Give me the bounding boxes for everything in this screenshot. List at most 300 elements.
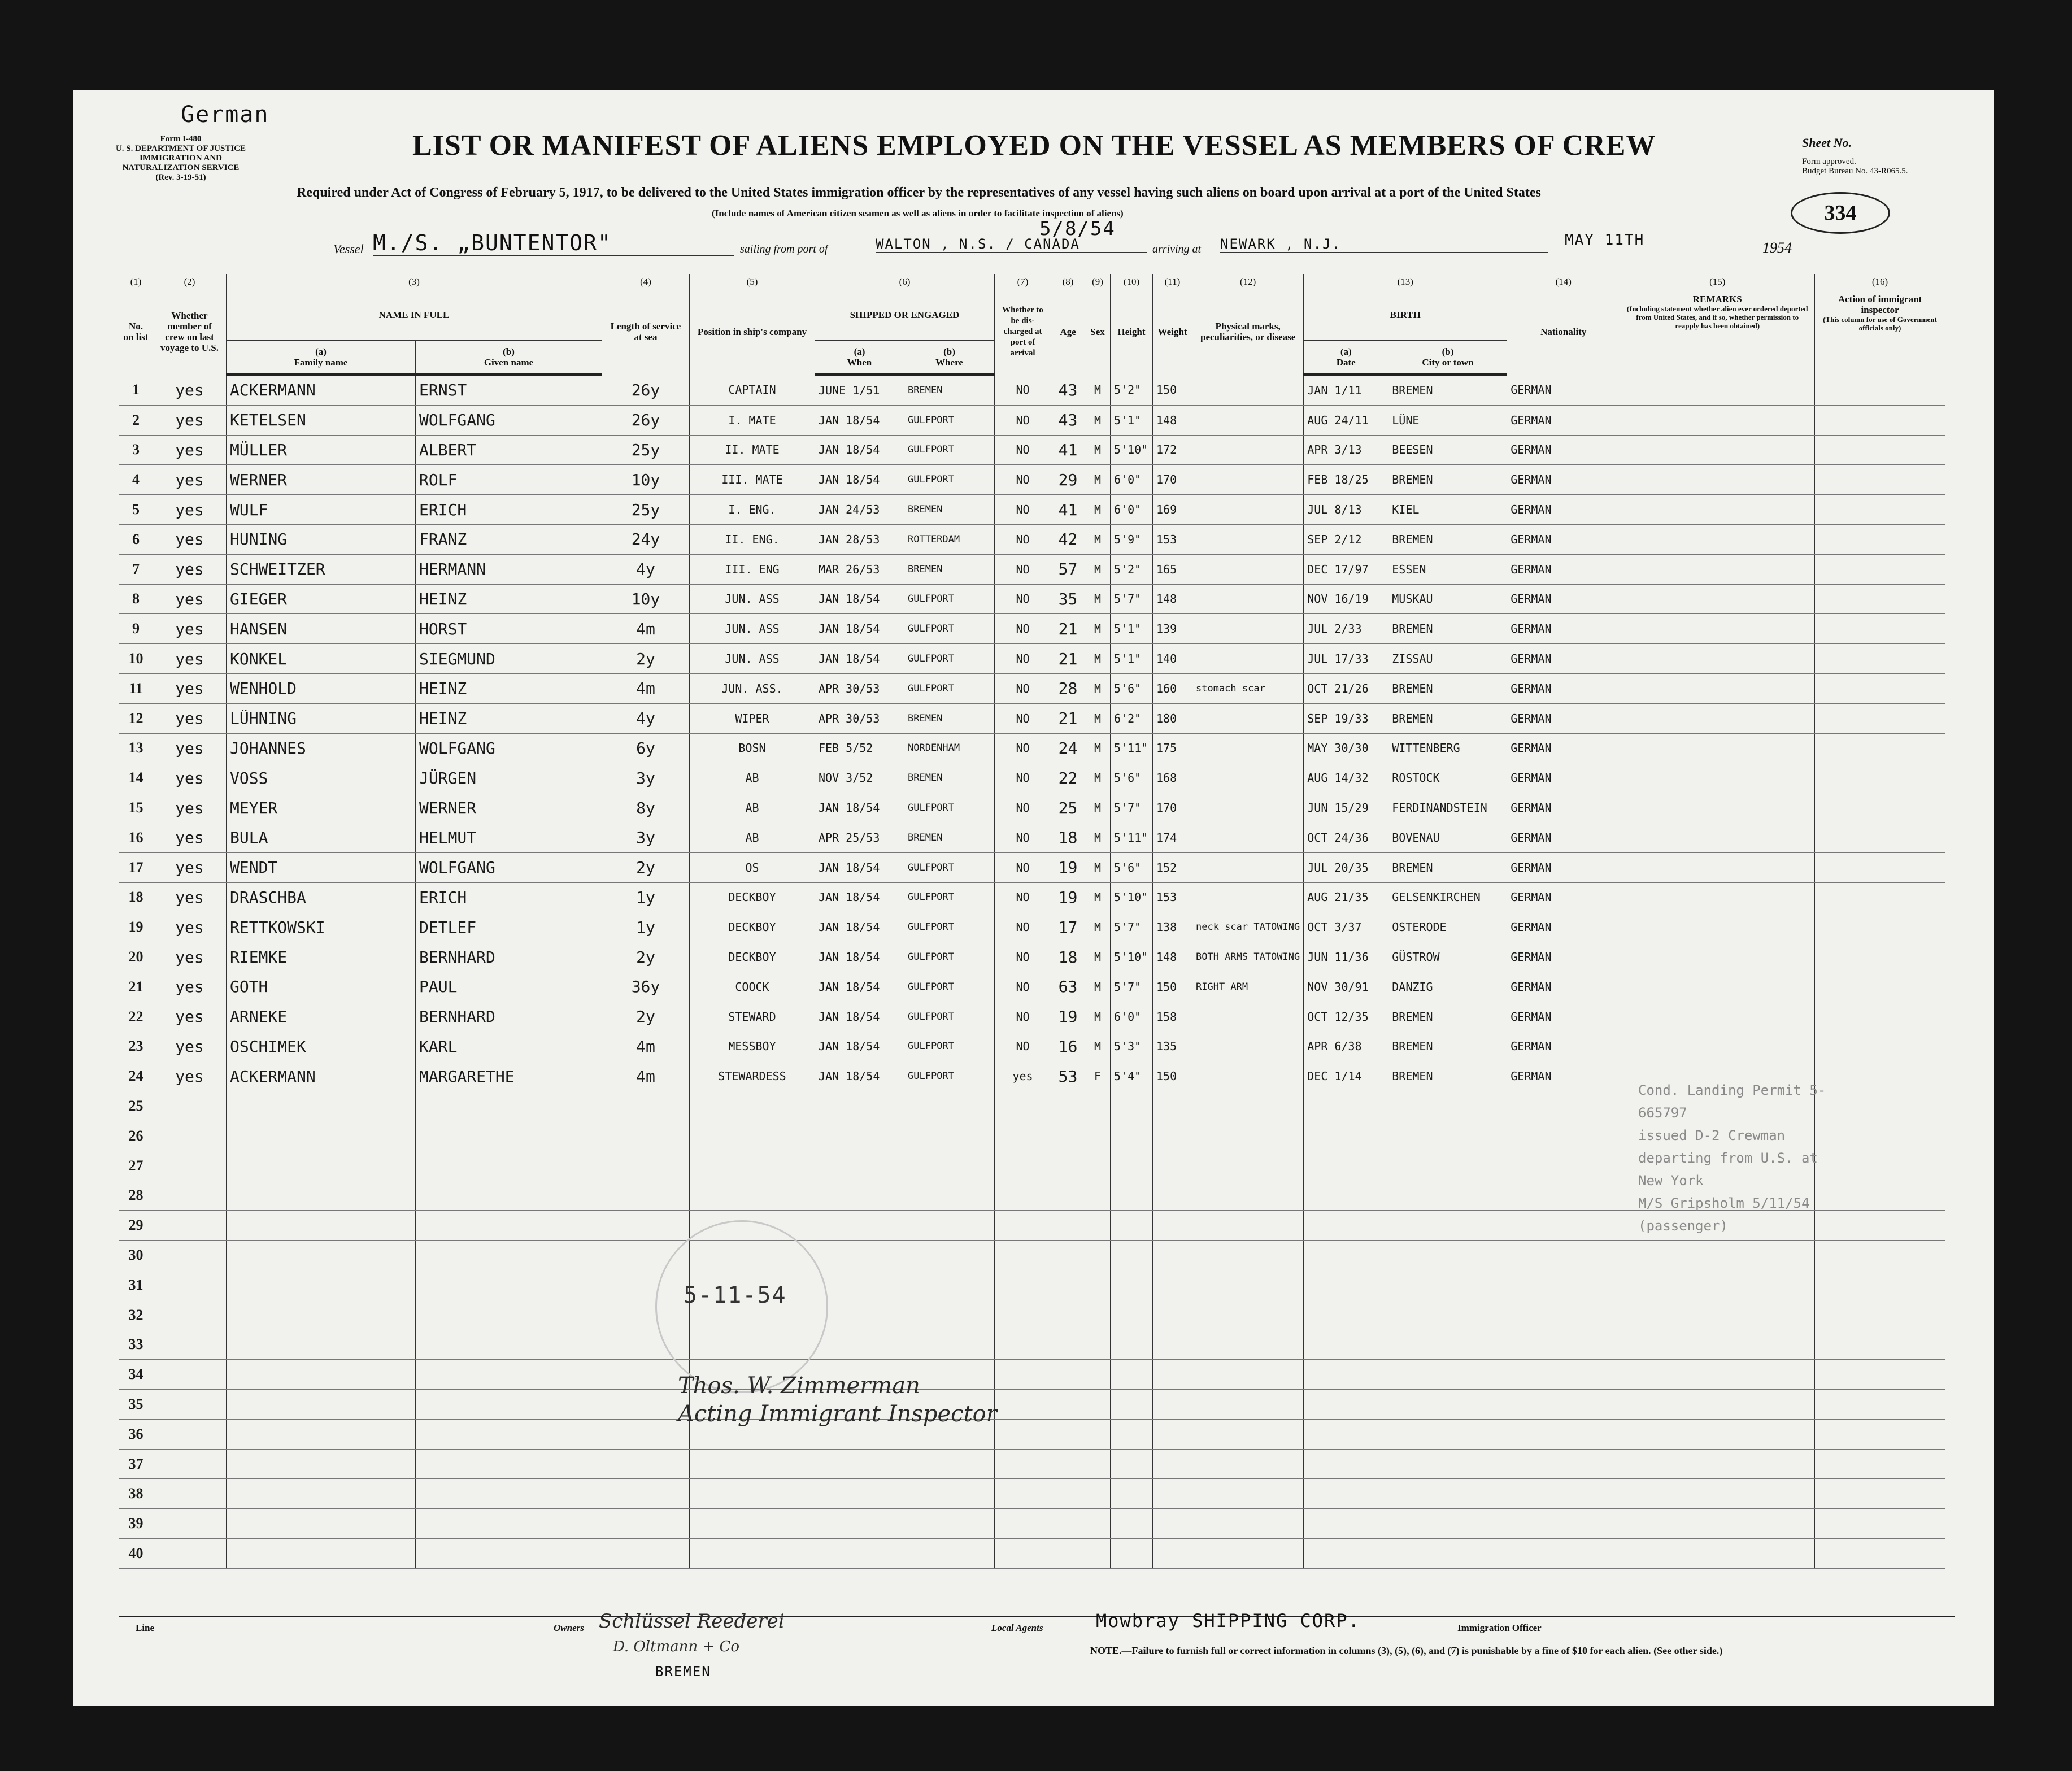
remarks-cell xyxy=(1620,1449,1815,1479)
birth-date: APR 3/13 xyxy=(1304,435,1388,465)
given-name xyxy=(416,1419,602,1449)
action-cell xyxy=(1815,1330,1945,1360)
action-cell xyxy=(1815,435,1945,465)
physical-marks xyxy=(1192,1241,1304,1270)
physical-marks xyxy=(1192,1479,1304,1509)
header-birth-date xyxy=(1304,341,1388,375)
age xyxy=(1051,1390,1085,1420)
family-name xyxy=(227,1091,416,1121)
col-num: (8) xyxy=(1051,274,1085,289)
remarks-cell xyxy=(1620,524,1815,554)
required-statement: Required under Act of Congress of February 5, 1917, to be delivered to the United States immigration officer by the representatives of any vessel having such aliens on board upon arrival at a port of the United States xyxy=(297,185,1541,200)
header-family-name xyxy=(227,341,416,375)
sex: M xyxy=(1085,614,1111,644)
position: DECKBOY xyxy=(690,882,815,912)
sex xyxy=(1085,1151,1111,1181)
nationality xyxy=(1507,1300,1620,1330)
row-number: 20 xyxy=(119,942,153,972)
row-number: 30 xyxy=(119,1241,153,1270)
nationality: GERMAN xyxy=(1507,524,1620,554)
birth-date: JUL 8/13 xyxy=(1304,495,1388,525)
family-name xyxy=(227,1270,416,1300)
sex xyxy=(1085,1091,1111,1121)
table-row xyxy=(119,912,1945,942)
height: 5'1" xyxy=(1111,644,1153,674)
sex xyxy=(1085,1539,1111,1569)
footer-agents-label: Local Agents xyxy=(991,1622,1043,1633)
discharged: NO xyxy=(995,375,1051,405)
age: 16 xyxy=(1051,1032,1085,1061)
action-cell xyxy=(1815,1002,1945,1032)
nationality xyxy=(1507,1419,1620,1449)
given-name: ERNST xyxy=(416,375,602,405)
header-weight: Weight xyxy=(1153,289,1192,375)
shipped-where: GULFPORT xyxy=(904,972,995,1002)
age: 57 xyxy=(1051,554,1085,584)
position xyxy=(690,1151,815,1181)
shipped-when xyxy=(815,1121,904,1151)
height xyxy=(1111,1211,1153,1241)
table-row xyxy=(119,852,1945,882)
discharged: NO xyxy=(995,554,1051,584)
sex xyxy=(1085,1360,1111,1390)
length-service: 8y xyxy=(602,793,690,823)
height: 5'1" xyxy=(1111,405,1153,435)
row-number: 16 xyxy=(119,823,153,852)
nationality: GERMAN xyxy=(1507,1061,1620,1091)
family-name xyxy=(227,1181,416,1211)
birth-city: BREMEN xyxy=(1388,1061,1507,1091)
row-number: 4 xyxy=(119,465,153,495)
row-number: 29 xyxy=(119,1211,153,1241)
nationality: GERMAN xyxy=(1507,465,1620,495)
birth-city: BREMEN xyxy=(1388,1032,1507,1061)
remarks-cell xyxy=(1620,405,1815,435)
height: 5'6" xyxy=(1111,763,1153,793)
birth-city: ZISSAU xyxy=(1388,644,1507,674)
birth-city: BREMEN xyxy=(1388,614,1507,644)
remarks-cell xyxy=(1620,882,1815,912)
sub-b: (b) xyxy=(503,346,515,357)
arriving-label: arriving at xyxy=(1152,243,1202,255)
table-row xyxy=(119,942,1945,972)
physical-marks xyxy=(1192,495,1304,525)
handwritten-annotation: German xyxy=(181,102,269,128)
birth-city: BEESEN xyxy=(1388,435,1507,465)
table-row xyxy=(119,1479,1945,1509)
member-last-voyage: yes xyxy=(153,495,227,525)
height xyxy=(1111,1419,1153,1449)
year: 1954 xyxy=(1762,240,1792,256)
action-cell xyxy=(1815,495,1945,525)
height xyxy=(1111,1241,1153,1270)
member-last-voyage: yes xyxy=(153,524,227,554)
discharged: NO xyxy=(995,942,1051,972)
age: 21 xyxy=(1051,703,1085,733)
family-name: HUNING xyxy=(227,524,416,554)
discharged xyxy=(995,1449,1051,1479)
footer-line-label: Line xyxy=(136,1622,155,1633)
row-number: 36 xyxy=(119,1419,153,1449)
member-last-voyage: yes xyxy=(153,793,227,823)
member-last-voyage xyxy=(153,1419,227,1449)
remarks-cell xyxy=(1620,1032,1815,1061)
shipped-where: GULFPORT xyxy=(904,912,995,942)
length-service: 4m xyxy=(602,673,690,703)
birth-city: FERDINANDSTEIN xyxy=(1388,793,1507,823)
family-name: GIEGER xyxy=(227,584,416,614)
discharged: NO xyxy=(995,852,1051,882)
discharged xyxy=(995,1330,1051,1360)
remarks-cell xyxy=(1620,495,1815,525)
age xyxy=(1051,1479,1085,1509)
sailing-from: WALTON , N.S. / CANADA xyxy=(876,236,1147,253)
nationality xyxy=(1507,1211,1620,1241)
weight xyxy=(1153,1449,1192,1479)
length-service xyxy=(602,1390,690,1420)
sex: M xyxy=(1085,673,1111,703)
sub-b: (b) xyxy=(1442,346,1454,357)
discharged: NO xyxy=(995,644,1051,674)
height: 5'10" xyxy=(1111,942,1153,972)
date-annotation: 5/8/54 xyxy=(1039,217,1116,240)
weight: 139 xyxy=(1153,614,1192,644)
length-service: 3y xyxy=(602,763,690,793)
row-number: 9 xyxy=(119,614,153,644)
birth-date xyxy=(1304,1390,1388,1420)
height: 6'0" xyxy=(1111,1002,1153,1032)
shipped-when: JAN 18/54 xyxy=(815,465,904,495)
shipped-when: JAN 18/54 xyxy=(815,644,904,674)
shipped-when xyxy=(815,1151,904,1181)
birth-date xyxy=(1304,1479,1388,1509)
age: 43 xyxy=(1051,375,1085,405)
age: 35 xyxy=(1051,584,1085,614)
physical-marks xyxy=(1192,1539,1304,1569)
shipped-where: GULFPORT xyxy=(904,1032,995,1061)
remarks-line: Cond. Landing Permit 5-665797 xyxy=(1638,1082,1826,1121)
row-number: 33 xyxy=(119,1330,153,1360)
family-name: WERNER xyxy=(227,465,416,495)
discharged xyxy=(995,1419,1051,1449)
member-last-voyage: yes xyxy=(153,375,227,405)
action-cell xyxy=(1815,1509,1945,1539)
nationality: GERMAN xyxy=(1507,1002,1620,1032)
position: II. MATE xyxy=(690,435,815,465)
height: 5'7" xyxy=(1111,972,1153,1002)
birth-date: JUL 20/35 xyxy=(1304,852,1388,882)
shipped-when: JAN 18/54 xyxy=(815,435,904,465)
position xyxy=(690,1121,815,1151)
birth-city xyxy=(1388,1121,1507,1151)
remarks-cell xyxy=(1620,733,1815,763)
member-last-voyage xyxy=(153,1091,227,1121)
nationality xyxy=(1507,1151,1620,1181)
action-cell xyxy=(1815,1390,1945,1420)
birth-date xyxy=(1304,1449,1388,1479)
discharged xyxy=(995,1360,1051,1390)
height xyxy=(1111,1509,1153,1539)
position: III. ENG xyxy=(690,554,815,584)
shipped-when xyxy=(815,1270,904,1300)
table-row xyxy=(119,614,1945,644)
arriving-at: NEWARK , N.J. xyxy=(1220,236,1548,253)
sex xyxy=(1085,1449,1111,1479)
table-row xyxy=(119,1330,1945,1360)
age xyxy=(1051,1151,1085,1181)
discharged: NO xyxy=(995,912,1051,942)
weight xyxy=(1153,1121,1192,1151)
age xyxy=(1051,1330,1085,1360)
physical-marks xyxy=(1192,524,1304,554)
sub-b: (b) xyxy=(943,346,955,357)
weight xyxy=(1153,1270,1192,1300)
col-num: (13) xyxy=(1304,274,1507,289)
given-name: ALBERT xyxy=(416,435,602,465)
shipped-when: JAN 18/54 xyxy=(815,1061,904,1091)
birth-date: APR 6/38 xyxy=(1304,1032,1388,1061)
shipped-when: FEB 5/52 xyxy=(815,733,904,763)
shipped-where: GULFPORT xyxy=(904,882,995,912)
birth-date: SEP 2/12 xyxy=(1304,524,1388,554)
footer-rule xyxy=(119,1616,1955,1617)
nationality: GERMAN xyxy=(1507,673,1620,703)
height: 5'7" xyxy=(1111,912,1153,942)
nationality xyxy=(1507,1509,1620,1539)
family-name: ACKERMANN xyxy=(227,375,416,405)
birth-date: SEP 19/33 xyxy=(1304,703,1388,733)
sex: M xyxy=(1085,852,1111,882)
family-name xyxy=(227,1330,416,1360)
weight xyxy=(1153,1330,1192,1360)
column-header-row xyxy=(119,289,1945,341)
action-cell xyxy=(1815,1241,1945,1270)
given-name xyxy=(416,1181,602,1211)
row-number: 23 xyxy=(119,1032,153,1061)
birth-date: AUG 24/11 xyxy=(1304,405,1388,435)
sex: M xyxy=(1085,912,1111,942)
nationality: GERMAN xyxy=(1507,733,1620,763)
table-row xyxy=(119,405,1945,435)
shipped-where: BREMEN xyxy=(904,495,995,525)
weight: 148 xyxy=(1153,405,1192,435)
action-cell xyxy=(1815,554,1945,584)
action-cell xyxy=(1815,673,1945,703)
sex xyxy=(1085,1121,1111,1151)
table-row xyxy=(119,1509,1945,1539)
remarks-cell xyxy=(1620,912,1815,942)
shipped-when: APR 30/53 xyxy=(815,673,904,703)
length-service: 4m xyxy=(602,1032,690,1061)
table-row xyxy=(119,554,1945,584)
shipped-when: JAN 18/54 xyxy=(815,912,904,942)
remarks-cell xyxy=(1620,465,1815,495)
remarks-cell xyxy=(1620,435,1815,465)
discharged xyxy=(995,1390,1051,1420)
position: WIPER xyxy=(690,703,815,733)
discharged: NO xyxy=(995,495,1051,525)
birth-city xyxy=(1388,1330,1507,1360)
member-last-voyage: yes xyxy=(153,882,227,912)
action-cell xyxy=(1815,972,1945,1002)
table-row xyxy=(119,1360,1945,1390)
physical-marks xyxy=(1192,703,1304,733)
nationality: GERMAN xyxy=(1507,823,1620,852)
action-cell xyxy=(1815,375,1945,405)
family-name: HANSEN xyxy=(227,614,416,644)
physical-marks xyxy=(1192,1419,1304,1449)
height: 5'6" xyxy=(1111,852,1153,882)
header-length-service: Length of service at sea xyxy=(602,289,690,375)
nationality: GERMAN xyxy=(1507,763,1620,793)
remarks-cell xyxy=(1620,1509,1815,1539)
member-last-voyage: yes xyxy=(153,703,227,733)
table-row xyxy=(119,733,1945,763)
height: 5'10" xyxy=(1111,882,1153,912)
family-name-label: Family name xyxy=(294,357,348,368)
birth-date xyxy=(1304,1330,1388,1360)
sex: M xyxy=(1085,644,1111,674)
given-name xyxy=(416,1539,602,1569)
shipped-where xyxy=(904,1539,995,1569)
discharged xyxy=(995,1270,1051,1300)
given-name: MARGARETHE xyxy=(416,1061,602,1091)
table-row xyxy=(119,1032,1945,1061)
shipped-when xyxy=(815,1300,904,1330)
row-number: 19 xyxy=(119,912,153,942)
row-number: 24 xyxy=(119,1061,153,1091)
position: AB xyxy=(690,793,815,823)
given-name: WOLFGANG xyxy=(416,405,602,435)
shipped-when: JAN 18/54 xyxy=(815,1002,904,1032)
form-number: Form I-480 xyxy=(160,134,202,143)
nationality: GERMAN xyxy=(1507,644,1620,674)
member-last-voyage: yes xyxy=(153,1061,227,1091)
height: 5'2" xyxy=(1111,554,1153,584)
stamp-date: 5-11-54 xyxy=(684,1282,787,1308)
remarks-cell xyxy=(1620,942,1815,972)
sex xyxy=(1085,1390,1111,1420)
length-service xyxy=(602,1509,690,1539)
birth-city: BREMEN xyxy=(1388,375,1507,405)
shipped-where: GULFPORT xyxy=(904,614,995,644)
given-name xyxy=(416,1479,602,1509)
remarks-cell xyxy=(1620,793,1815,823)
discharged xyxy=(995,1539,1051,1569)
length-service: 1y xyxy=(602,912,690,942)
sex: M xyxy=(1085,703,1111,733)
weight xyxy=(1153,1479,1192,1509)
where-label: Where xyxy=(935,357,963,368)
age xyxy=(1051,1181,1085,1211)
birth-city: BREMEN xyxy=(1388,703,1507,733)
row-number: 15 xyxy=(119,793,153,823)
form-approved: Form approved. xyxy=(1802,157,1856,166)
birth-date xyxy=(1304,1181,1388,1211)
height: 6'2" xyxy=(1111,703,1153,733)
birth-date: JUN 15/29 xyxy=(1304,793,1388,823)
age: 29 xyxy=(1051,465,1085,495)
birth-date: NOV 16/19 xyxy=(1304,584,1388,614)
sex xyxy=(1085,1330,1111,1360)
shipped-when: JAN 18/54 xyxy=(815,852,904,882)
remarks-cell xyxy=(1620,1270,1815,1300)
shipped-when: JUNE 1/51 xyxy=(815,375,904,405)
remarks-line: (passenger) xyxy=(1638,1218,1728,1234)
length-service: 4y xyxy=(602,554,690,584)
physical-marks xyxy=(1192,1330,1304,1360)
given-name xyxy=(416,1241,602,1270)
header-position: Position in ship's company xyxy=(690,289,815,375)
shipped-where xyxy=(904,1330,995,1360)
header-birth: BIRTH xyxy=(1304,289,1507,341)
birth-date: JUN 11/36 xyxy=(1304,942,1388,972)
discharged: NO xyxy=(995,465,1051,495)
position: DECKBOY xyxy=(690,912,815,942)
age xyxy=(1051,1539,1085,1569)
sex xyxy=(1085,1479,1111,1509)
row-number: 22 xyxy=(119,1002,153,1032)
age: 28 xyxy=(1051,673,1085,703)
table-row xyxy=(119,435,1945,465)
height xyxy=(1111,1091,1153,1121)
birth-city: ROSTOCK xyxy=(1388,763,1507,793)
remarks-cell xyxy=(1620,703,1815,733)
table-row xyxy=(119,763,1945,793)
revision: (Rev. 3-19-51) xyxy=(155,173,206,182)
manifest-sheet xyxy=(73,90,1994,1706)
col-num: (15) xyxy=(1620,274,1815,289)
birth-city xyxy=(1388,1539,1507,1569)
nationality xyxy=(1507,1270,1620,1300)
footer-note: NOTE.—Failure to furnish full or correct information in columns (3), (5), (6), and (7) is punishable by a fine of $10 for each alien. (See other side.) xyxy=(1090,1645,1723,1656)
birth-date xyxy=(1304,1151,1388,1181)
action-cell xyxy=(1815,1479,1945,1509)
physical-marks xyxy=(1192,435,1304,465)
manifest-number-oval xyxy=(1791,192,1890,234)
shipped-where: BREMEN xyxy=(904,554,995,584)
given-name: HERMANN xyxy=(416,554,602,584)
member-last-voyage xyxy=(153,1151,227,1181)
given-name: FRANZ xyxy=(416,524,602,554)
birth-city xyxy=(1388,1300,1507,1330)
shipped-when: JAN 18/54 xyxy=(815,793,904,823)
remarks-cell xyxy=(1620,1300,1815,1330)
shipped-when xyxy=(815,1449,904,1479)
physical-marks xyxy=(1192,644,1304,674)
sailing-label: sailing from port of xyxy=(740,243,828,255)
crew-table xyxy=(119,274,1945,1569)
shipped-where: BREMEN xyxy=(904,375,995,405)
length-service: 4m xyxy=(602,614,690,644)
remarks-cell xyxy=(1620,852,1815,882)
member-last-voyage: yes xyxy=(153,435,227,465)
age: 63 xyxy=(1051,972,1085,1002)
length-service xyxy=(602,1479,690,1509)
action-cell xyxy=(1815,584,1945,614)
family-name xyxy=(227,1241,416,1270)
member-last-voyage: yes xyxy=(153,1002,227,1032)
member-last-voyage: yes xyxy=(153,733,227,763)
table-row xyxy=(119,1539,1945,1569)
given-name xyxy=(416,1151,602,1181)
header-no-on-list: No. on list xyxy=(119,289,153,375)
height xyxy=(1111,1449,1153,1479)
action-cell xyxy=(1815,1032,1945,1061)
nationality xyxy=(1507,1330,1620,1360)
age xyxy=(1051,1300,1085,1330)
shipped-when: JAN 18/54 xyxy=(815,882,904,912)
